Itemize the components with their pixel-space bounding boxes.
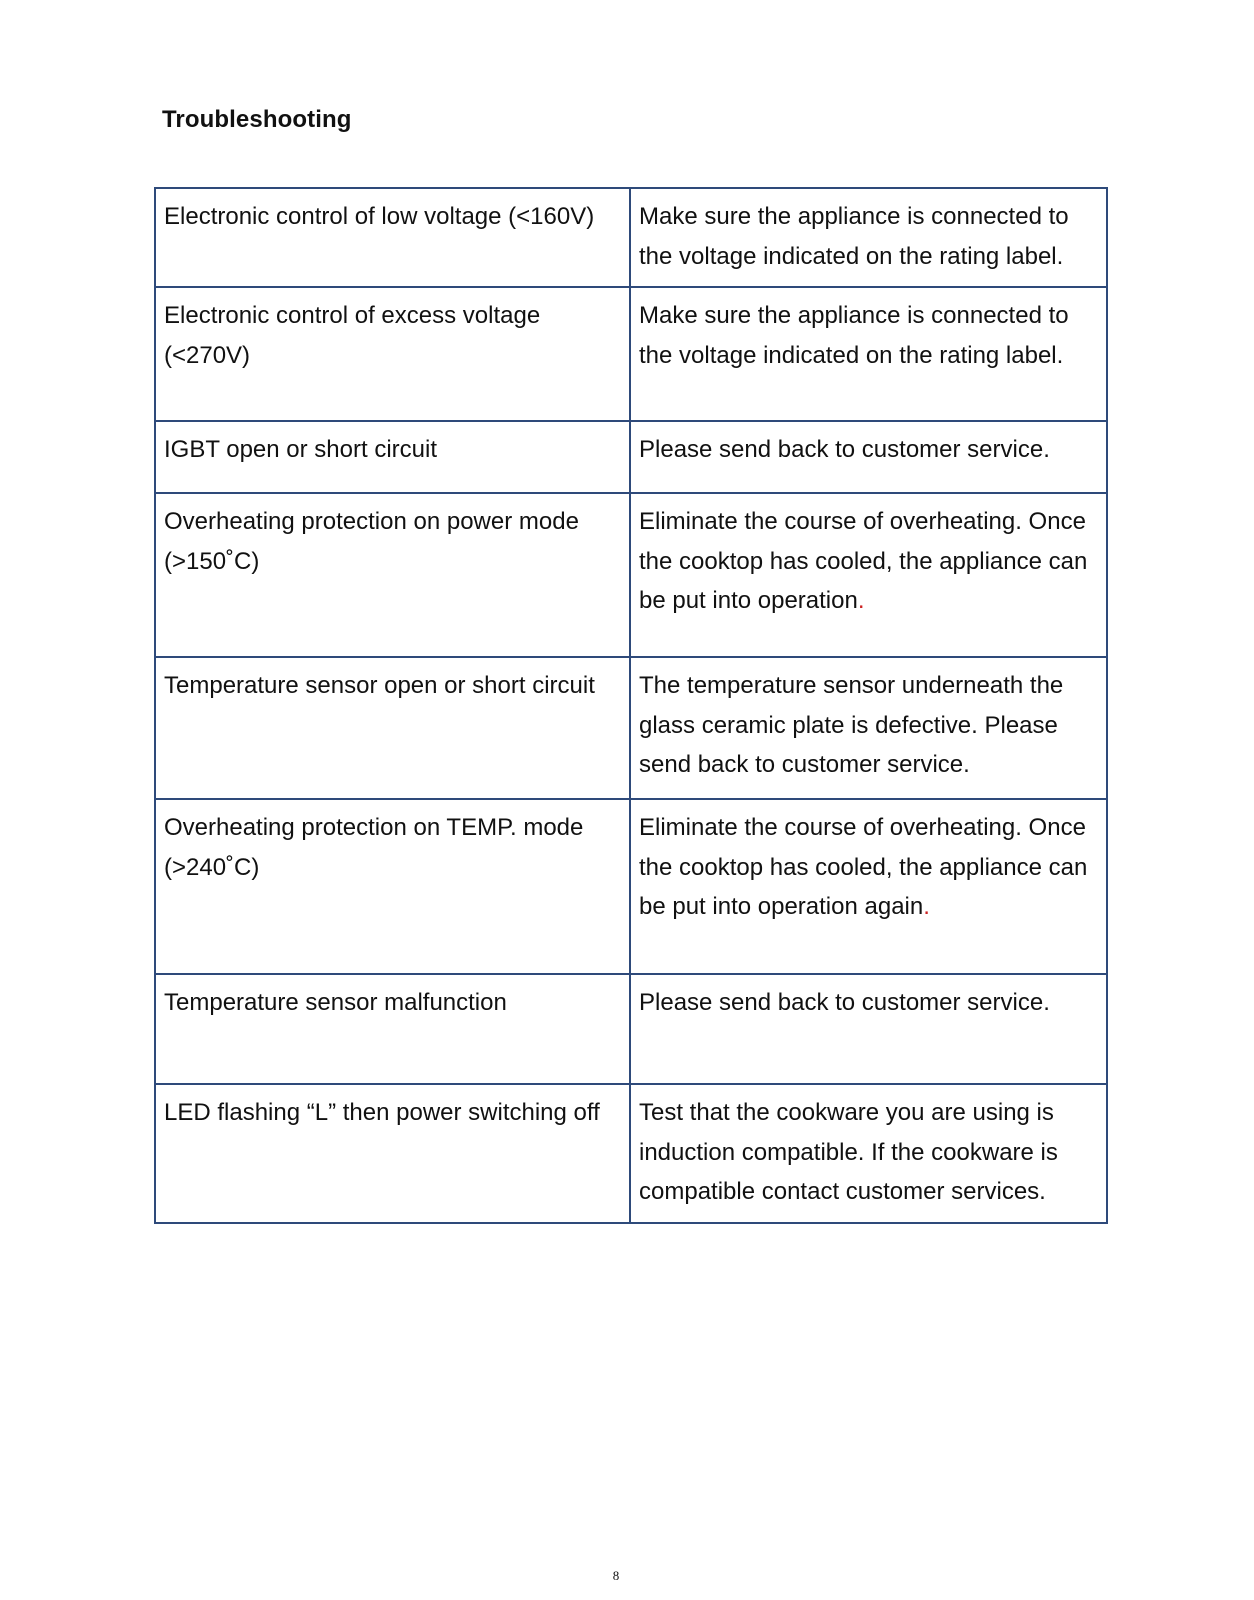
- issue-cell: Electronic control of low voltage (<160V): [155, 188, 630, 287]
- table-row: [155, 1084, 1107, 1223]
- solution-text: Please send back to customer service.: [639, 436, 1050, 463]
- table-row: [155, 421, 1107, 493]
- page-number: 8: [612, 1568, 620, 1583]
- solution-cell: [630, 974, 1107, 1084]
- solution-cell: [630, 493, 1107, 657]
- solution-text: Please send back to customer service.: [639, 989, 1050, 1016]
- table-row: [155, 188, 1107, 287]
- issue-cell: LED flashing “L” then power switching off: [155, 1084, 630, 1223]
- issue-cell: IGBT open or short circuit: [155, 421, 630, 493]
- solution-text: Test that the cookware you are using is induction compatible. If the cookware is compatible contact customer services.: [639, 1099, 1058, 1205]
- table-row: [155, 974, 1107, 1084]
- issue-cell: Temperature sensor open or short circuit: [155, 657, 630, 799]
- solution-trailing-mark: .: [857, 587, 865, 614]
- solution-cell: [630, 421, 1107, 493]
- solution-cell: [630, 287, 1107, 421]
- troubleshooting-table: [154, 187, 1108, 1224]
- solution-cell: [630, 1084, 1107, 1223]
- issue-cell: Overheating protection on TEMP. mode (>240˚C): [155, 799, 630, 974]
- table-row: [155, 799, 1107, 974]
- table-row: [155, 287, 1107, 421]
- solution-trailing-mark: .: [923, 893, 930, 920]
- issue-cell: Overheating protection on power mode (>150˚C): [155, 493, 630, 657]
- table-row: [155, 493, 1107, 657]
- solution-text: Make sure the appliance is connected to the voltage indicated on the rating label.: [639, 302, 1069, 369]
- solution-text: Make sure the appliance is connected to the voltage indicated on the rating label.: [639, 203, 1069, 270]
- solution-cell: [630, 657, 1107, 799]
- table-row: [155, 657, 1107, 799]
- issue-cell: Temperature sensor malfunction: [155, 974, 630, 1084]
- solution-text: The temperature sensor underneath the glass ceramic plate is defective. Please send back to customer service.: [639, 672, 1064, 778]
- page-heading: Troubleshooting: [162, 106, 352, 133]
- solution-cell: [630, 188, 1107, 287]
- issue-cell: Electronic control of excess voltage (<270V): [155, 287, 630, 421]
- solution-cell: [630, 799, 1107, 974]
- solution-text: Eliminate the course of overheating. Once the cooktop has cooled, the appliance can be put into operation: [639, 508, 1088, 614]
- solution-text: Eliminate the course of overheating. Once the cooktop has cooled, the appliance can be put into operation again: [639, 814, 1088, 920]
